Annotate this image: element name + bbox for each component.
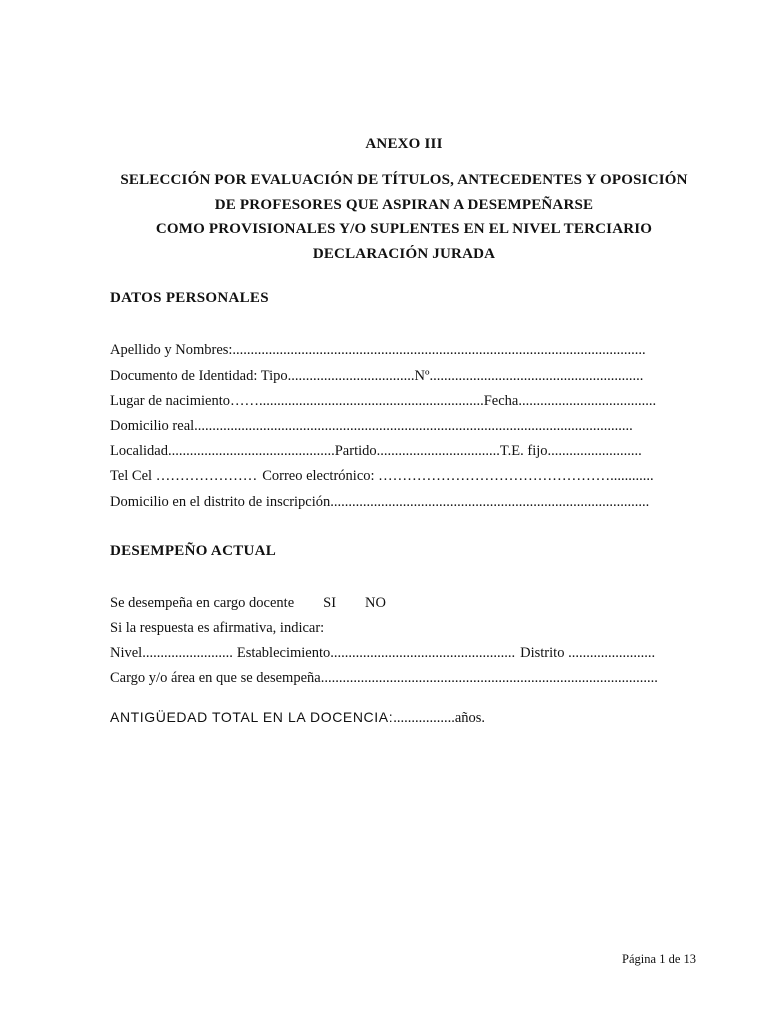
level-label: Nivel......................... [110,645,233,661]
heading-line-2: DE PROFESORES QUE ASPIRAN A DESEMPEÑARSE [214,196,594,213]
phone-field-line [110,468,654,485]
yes-option: SI [323,595,337,611]
teaching-question-line [110,595,386,612]
seniority-line [110,709,485,727]
if-yes-line: Si la respuesta es afirmativa, indicar: [110,620,325,636]
document-type-label: Documento de Identidad: Tipo................................... [110,368,415,384]
cellphone-label: Tel Cel ………………… [110,468,258,484]
document-number-label: Nº........................................................... [414,368,644,384]
document-heading [0,134,768,266]
page-number: Página 1 de 13 [622,952,696,966]
landline-label: T.E. fijo.......................... [499,443,642,459]
current-performance-title: DESEMPEÑO ACTUAL [110,543,277,559]
establishment-label: Establecimiento................................................... [236,645,516,661]
locality-field-line [110,443,642,460]
annex-title: ANEXO III [365,136,443,152]
seniority-value: .................años. [393,710,486,726]
partido-label: Partido.................................. [334,443,500,459]
district-label: Distrito ........................ [520,645,656,661]
seniority-label: ANTIGÜEDAD TOTAL EN LA DOCENCIA: [110,709,394,725]
level-field-line [110,645,655,662]
birth-field-line [110,393,656,410]
heading-line-1: SELECCIÓN POR EVALUACIÓN DE TÍTULOS, ANTECEDENTES Y OPOSICIÓN [120,172,688,188]
locality-label: Localidad.............................................. [110,443,335,459]
heading-line-4: DECLARACIÓN JURADA [312,245,496,262]
personal-data-title: DATOS PERSONALES [110,290,269,306]
district-address-field-line: Domicilio en el distrito de inscripción........................................................................................ [110,494,650,510]
heading-line-3: COMO PROVISIONALES Y/O SUPLENTES EN EL NIVEL TERCIARIO [155,221,653,237]
address-field-line: Domicilio real......................................................................................................................... [110,418,633,434]
no-option: NO [365,595,386,611]
document-field-line [110,368,643,385]
email-label: Correo electrónico: …………………………………………............ [262,468,654,484]
name-field-line: Apellido y Nombres:.................................................................................................................. [110,342,646,358]
birthplace-label: Lugar de nacimiento…….............................................................. [110,393,484,409]
position-field-line: Cargo y/o área en que se desempeña............................................................................................. [110,670,658,686]
birthdate-label: Fecha...................................... [483,393,657,409]
teaching-question-label: Se desempeña en cargo docente [110,595,295,611]
